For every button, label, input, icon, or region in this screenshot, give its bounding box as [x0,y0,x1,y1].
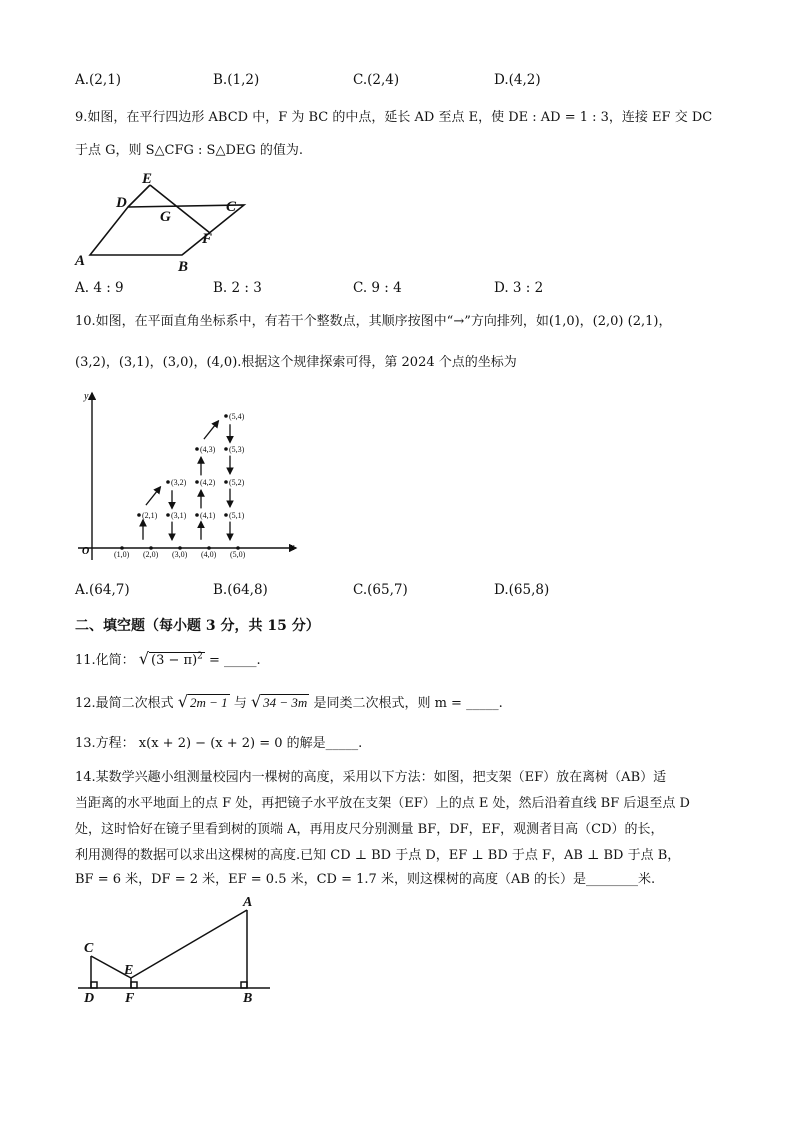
q12-prefix: 12.最简二次根式 [75,696,178,711]
lattice-point-label: (3,1) [171,511,187,520]
sqrt-symbol: √ [250,692,262,711]
label-c: C [226,199,237,215]
lattice-point [195,447,199,451]
q9-option-a: A. 4 : 9 [75,280,124,296]
q13-question: 13.方程： x(x + 2) − (x + 2) = 0 的解是_____. [75,736,363,751]
right-angle-d [91,982,97,988]
sequence-arrow [146,487,161,505]
q8-option-c: C.(2,4) [353,72,400,88]
lattice-points [114,412,246,559]
label-b: B [243,991,253,1005]
lattice-point-label: (5,3) [229,445,245,454]
q12-mid: 与 [229,696,251,711]
q11-suffix: = _____. [209,653,261,668]
segment-ef [150,185,210,233]
q12-radicand-2: 34 − 3m [263,695,308,710]
q11-prefix: 11.化简： [75,653,135,668]
lattice-point-label: (4,3) [200,445,216,454]
q14-tree-figure [70,890,280,1005]
q9-option-c: C. 9 : 4 [353,280,402,296]
q9-option-d: D. 3 : 2 [494,280,544,296]
q10-option-b: B.(64,8) [213,582,268,598]
label-a: A [75,253,86,269]
lattice-point [224,513,228,517]
q11-radicand [149,652,205,668]
origin-label: O [82,546,90,557]
section2-title: 二、填空题（每小题 3 分，共 15 分） [75,618,320,634]
q8-option-b: B.(1,2) [213,72,260,88]
lattice-point-label: (4,0) [201,550,217,559]
segment-ea [131,910,247,978]
q12-radicand-1: 2m − 1 [190,695,228,710]
q10-coordinate-figure [70,385,310,565]
lattice-point-label: (3,0) [172,550,188,559]
right-angle-b [241,982,247,988]
label-e: E [124,963,134,978]
right-angle-f [131,982,137,988]
label-g: G [160,209,171,225]
segment-ed [128,185,150,207]
lattice-point-label: (5,0) [230,550,246,559]
q10-option-d: D.(65,8) [494,582,550,598]
label-d: D [116,195,127,211]
lattice-point [195,480,199,484]
lattice-point-label: (2,0) [143,550,159,559]
lattice-point [224,480,228,484]
q11-question [75,649,261,668]
q10-text-line2: (3,2)，(3,1)，(3,0)，(4,0).根据这个规律探索可得，第 2024 个点的坐标为 [75,355,517,370]
lattice-point-label: (3,2) [171,478,187,487]
label-a: A [243,895,253,910]
q11-radicand-text: (3 − π) [151,653,198,668]
sequence-arrows [143,421,230,540]
q9-text-line2: 于点 G，则 S△CFG : S△DEG 的值为. [75,143,304,158]
lattice-point-label: (5,1) [229,511,245,520]
q8-option-d: D.(4,2) [494,72,541,88]
q14-line-3: 处，这时恰好在镜子里看到树的顶端 A，再用皮尺分别测量 BF，DF，EF，观测者目高（CD）的长， [75,822,664,837]
q10-text-line1: 10.如图，在平面直角坐标系中，有若干个整数点，其顺序按图中“→”方向排列，如(1,0)，(2,0) (2,1)， [75,314,672,329]
q10-option-c: C.(65,7) [353,582,408,598]
label-f: F [202,231,213,247]
q11-exponent: 2 [197,651,203,662]
q14-line-2: 当距离的水平地面上的点 F 处，再把镜子水平放在支架（EF）上的点 E 处，然后沿着直线 BF 后退至点 D [75,796,690,811]
lattice-point-label: (2,1) [142,511,158,520]
lattice-point [137,513,141,517]
q12-question [75,692,503,711]
lattice-point [195,513,199,517]
lattice-point-label: (4,2) [200,478,216,487]
q9-parallelogram-figure [70,165,260,275]
lattice-point [224,447,228,451]
lattice-point [166,513,170,517]
q12-suffix: 是同类二次根式，则 m = _____. [309,696,503,711]
lattice-point [166,480,170,484]
sqrt-symbol: √ [138,649,150,668]
x-axis-label: x [290,542,295,553]
label-b: B [178,259,189,275]
lattice-point-label: (5,2) [229,478,245,487]
q9-text-line1: 9.如图，在平行四边形 ABCD 中，F 为 BC 的中点，延长 AD 至点 E，使 DE : AD = 1 : 3，连接 EF 交 DC [75,110,713,125]
lattice-point-label: (1,0) [114,550,130,559]
sqrt-symbol: √ [177,692,189,711]
q14-line-5: BF = 6 米，DF = 2 米，EF = 0.5 米，CD = 1.7 米，则这棵树的高度（AB 的长）是________米. [75,872,656,887]
q9-option-b: B. 2 : 3 [213,280,262,296]
label-c: C [84,941,94,956]
y-axis-label: y [84,391,89,402]
q8-option-a: A.(2,1) [75,72,122,88]
label-d: D [84,991,95,1005]
lattice-point-label: (5,4) [229,412,245,421]
q14-line-1: 14.某数学兴趣小组测量校园内一棵树的高度，采用以下方法：如图，把支架（EF）放在离树（AB）适 [75,770,667,785]
label-e: E [142,171,153,187]
lattice-point [224,414,228,418]
q14-line-4: 利用测得的数据可以求出这棵树的高度.已知 CD ⊥ BD 于点 D，EF ⊥ BD 于点 F，AB ⊥ BD 于点 B， [75,848,681,863]
lattice-point-label: (4,1) [200,511,216,520]
sequence-arrow [204,421,219,439]
label-f: F [125,991,135,1005]
q10-option-a: A.(64,7) [75,582,130,598]
